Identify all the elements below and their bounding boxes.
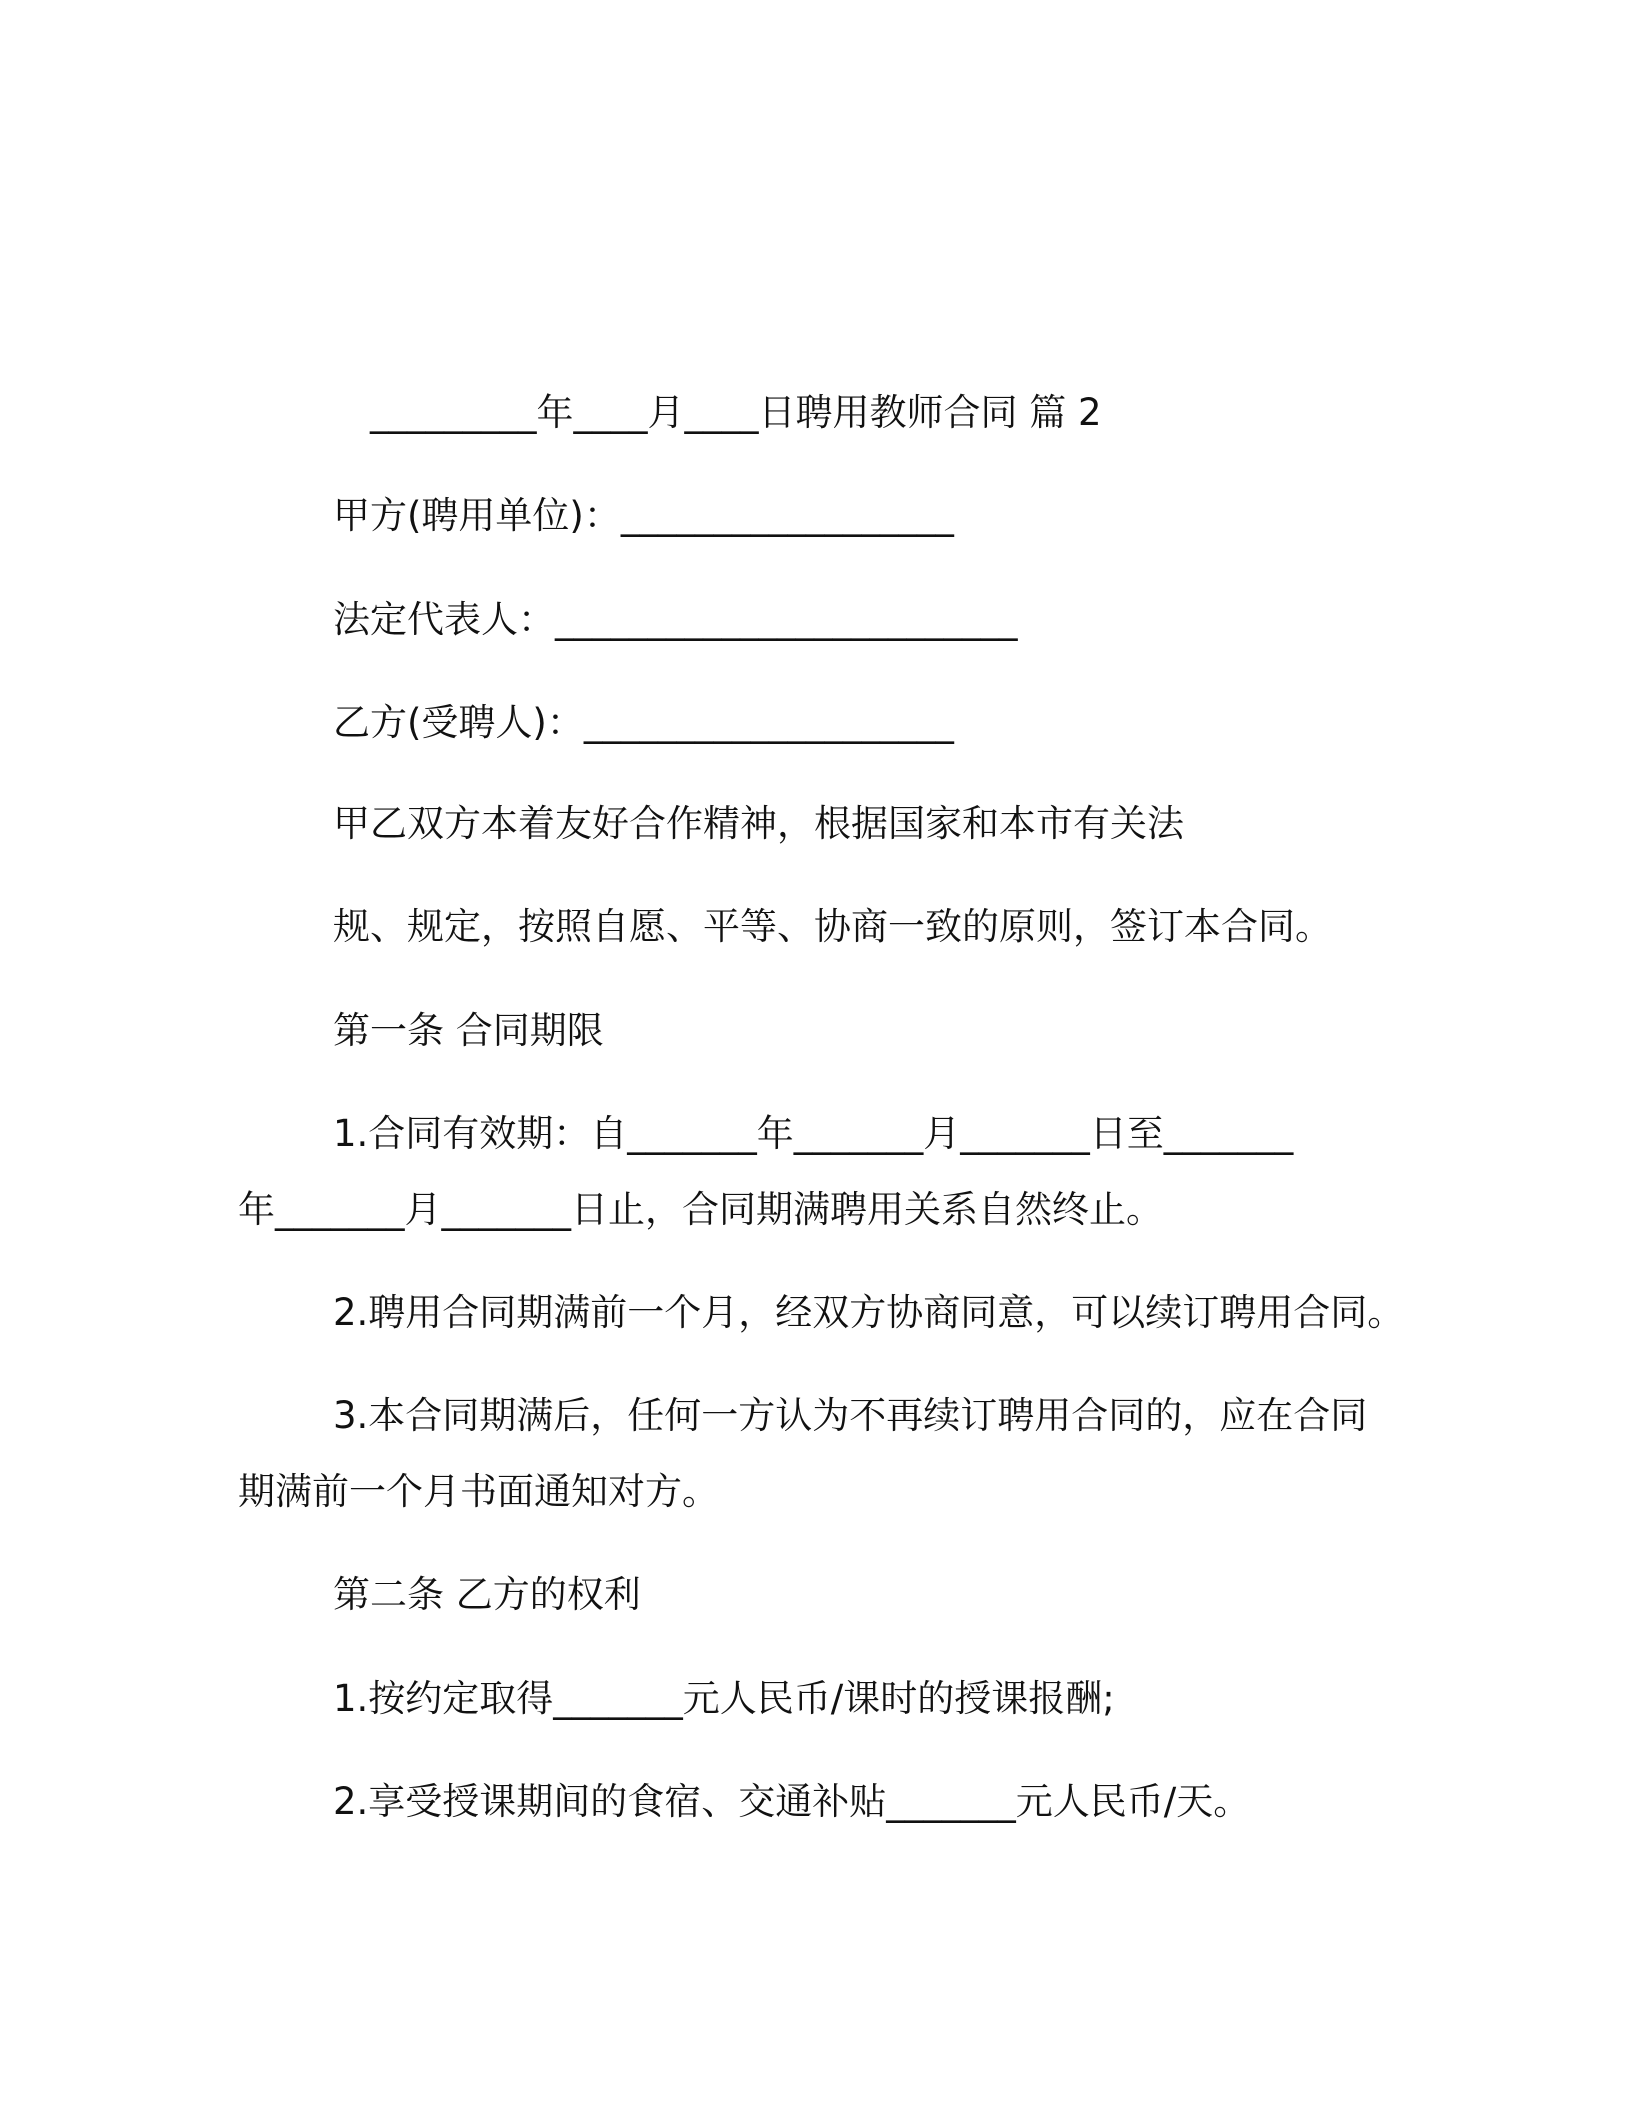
article-1-item-3-line-2: 期满前一个月书面通知对方。 xyxy=(238,1470,719,1513)
article-2-heading: 第二条 乙方的权利 xyxy=(333,1573,641,1616)
preamble-line-1: 甲乙双方本着友好合作精神，根据国家和本市有关法 xyxy=(333,802,1184,845)
party-a-line: 甲方(聘用单位)：__________________ xyxy=(333,494,954,537)
article-1-item-1-line-1: 1.合同有效期：自_______年_______月_______日至_______ xyxy=(333,1112,1294,1155)
article-2-item-2: 2.享受授课期间的食宿、交通补贴_______元人民币/天。 xyxy=(333,1780,1251,1823)
article-1-item-2: 2.聘用合同期满前一个月，经双方协商同意，可以续订聘用合同。 xyxy=(333,1291,1405,1334)
article-2-item-1: 1.按约定取得_______元人民币/课时的授课报酬; xyxy=(333,1677,1115,1720)
preamble-line-2: 规、规定，按照自愿、平等、协商一致的原则，签订本合同。 xyxy=(333,905,1332,948)
article-1-item-3-line-1: 3.本合同期满后，任何一方认为不再续订聘用合同的，应在合同 xyxy=(333,1394,1368,1437)
legal-representative-line: 法定代表人：_________________________ xyxy=(333,598,1018,641)
document-title: _________年____月____日聘用教师合同 篇 2 xyxy=(370,391,1102,434)
party-b-line: 乙方(受聘人)：____________________ xyxy=(333,701,954,744)
article-1-item-1-line-2: 年_______月_______日止，合同期满聘用关系自然终止。 xyxy=(238,1188,1163,1231)
article-1-heading: 第一条 合同期限 xyxy=(333,1009,604,1052)
